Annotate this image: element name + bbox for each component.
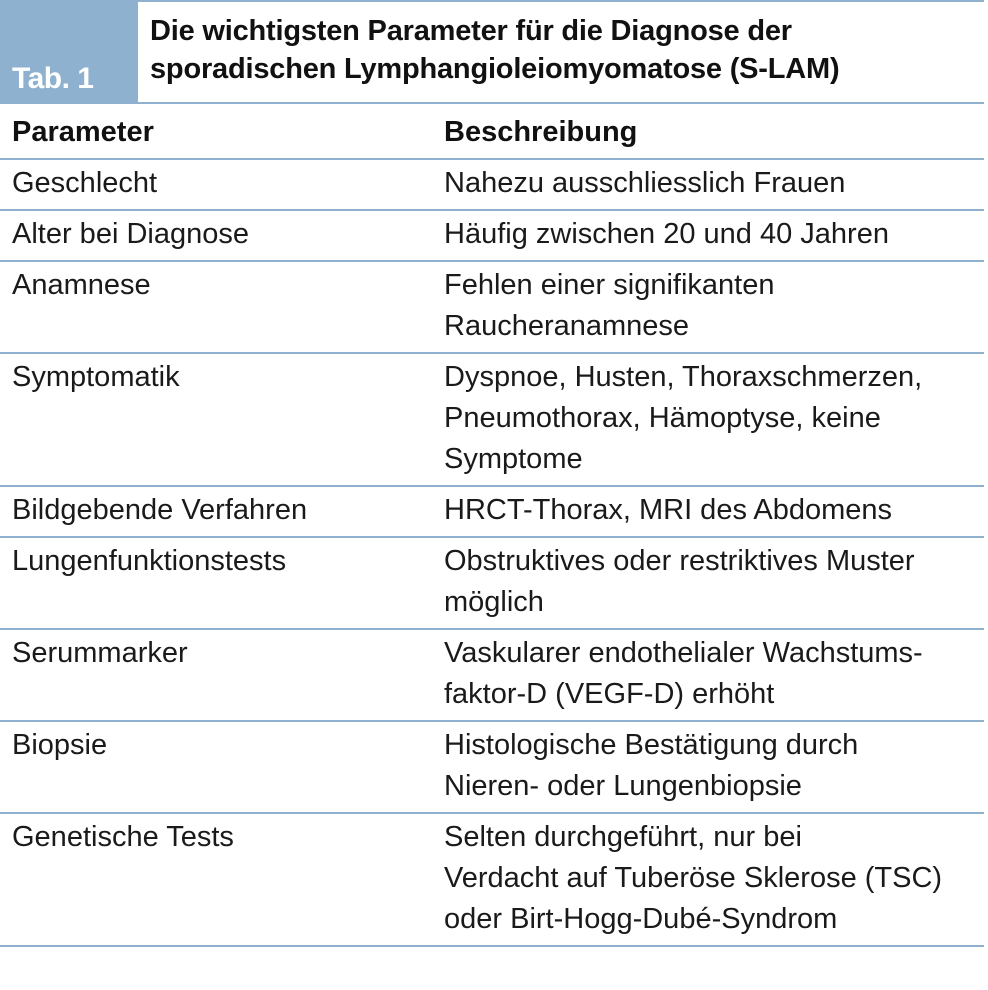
table-row: [0, 813, 984, 946]
description-line: möglich: [444, 586, 544, 618]
table-number-label: Tab. 1: [0, 2, 138, 102]
description-line: Vaskularer endothelialer Wachstums-: [444, 637, 923, 669]
description-line: Selten durchgeführt, nur bei: [444, 821, 802, 853]
table-row: [0, 486, 984, 537]
row-parameter: Biopsie: [0, 721, 432, 813]
description-line: HRCT-Thorax, MRI des Abdomens: [444, 494, 893, 526]
table-row: [0, 537, 984, 629]
row-parameter: Lungenfunktionstests: [0, 537, 432, 629]
description-line: Häufig zwischen 20 und 40 Jahren: [444, 218, 889, 250]
row-parameter: Serummarker: [0, 629, 432, 721]
table-caption: [150, 12, 970, 88]
table-row: [0, 210, 984, 261]
description-line: Pneumothorax, Hämoptyse, keine: [444, 402, 881, 434]
description-line: oder Birt-Hogg-Dubé-Syndrom: [444, 903, 838, 935]
description-line: Fehlen einer signifikanten: [444, 269, 775, 301]
row-parameter: Alter bei Diagnose: [0, 210, 432, 261]
table-row: [0, 721, 984, 813]
row-parameter: Genetische Tests: [0, 813, 432, 946]
caption-line-1: Die wichtigsten Parameter für die Diagnose der: [150, 15, 792, 47]
row-parameter: Anamnese: [0, 261, 432, 353]
description-line: Obstruktives oder restriktives Muster: [444, 545, 915, 577]
row-description: [432, 353, 984, 486]
description-line: Symptome: [444, 443, 583, 475]
table-row: [0, 353, 984, 486]
row-parameter: Symptomatik: [0, 353, 432, 486]
table-row: [0, 629, 984, 721]
row-description: [432, 537, 984, 629]
table-header-block: [0, 0, 984, 104]
row-description: [432, 629, 984, 721]
row-description: [432, 721, 984, 813]
row-parameter: Bildgebende Verfahren: [0, 486, 432, 537]
description-line: Verdacht auf Tuberöse Sklerose (TSC): [444, 862, 943, 894]
description-line: Nieren- oder Lungenbiopsie: [444, 770, 802, 802]
row-description: [432, 210, 984, 261]
description-line: Histologische Bestätigung durch: [444, 729, 859, 761]
row-description: [432, 261, 984, 353]
description-line: Raucheranamnese: [444, 310, 690, 342]
row-description: [432, 159, 984, 210]
table-header-row: [0, 104, 984, 159]
description-line: Nahezu ausschliesslich Frauen: [444, 167, 846, 199]
table-row: [0, 159, 984, 210]
table-row: [0, 261, 984, 353]
caption-line-2: sporadischen Lymphangioleiomyomatose (S-LAM): [150, 53, 840, 85]
parameter-table: [0, 104, 984, 947]
column-header-description: Beschreibung: [432, 104, 984, 159]
row-description: [432, 486, 984, 537]
column-header-parameter: Parameter: [0, 104, 432, 159]
row-parameter: Geschlecht: [0, 159, 432, 210]
row-description: [432, 813, 984, 946]
description-line: faktor-D (VEGF-D) erhöht: [444, 678, 775, 710]
description-line: Dyspnoe, Husten, Thoraxschmerzen,: [444, 361, 923, 393]
